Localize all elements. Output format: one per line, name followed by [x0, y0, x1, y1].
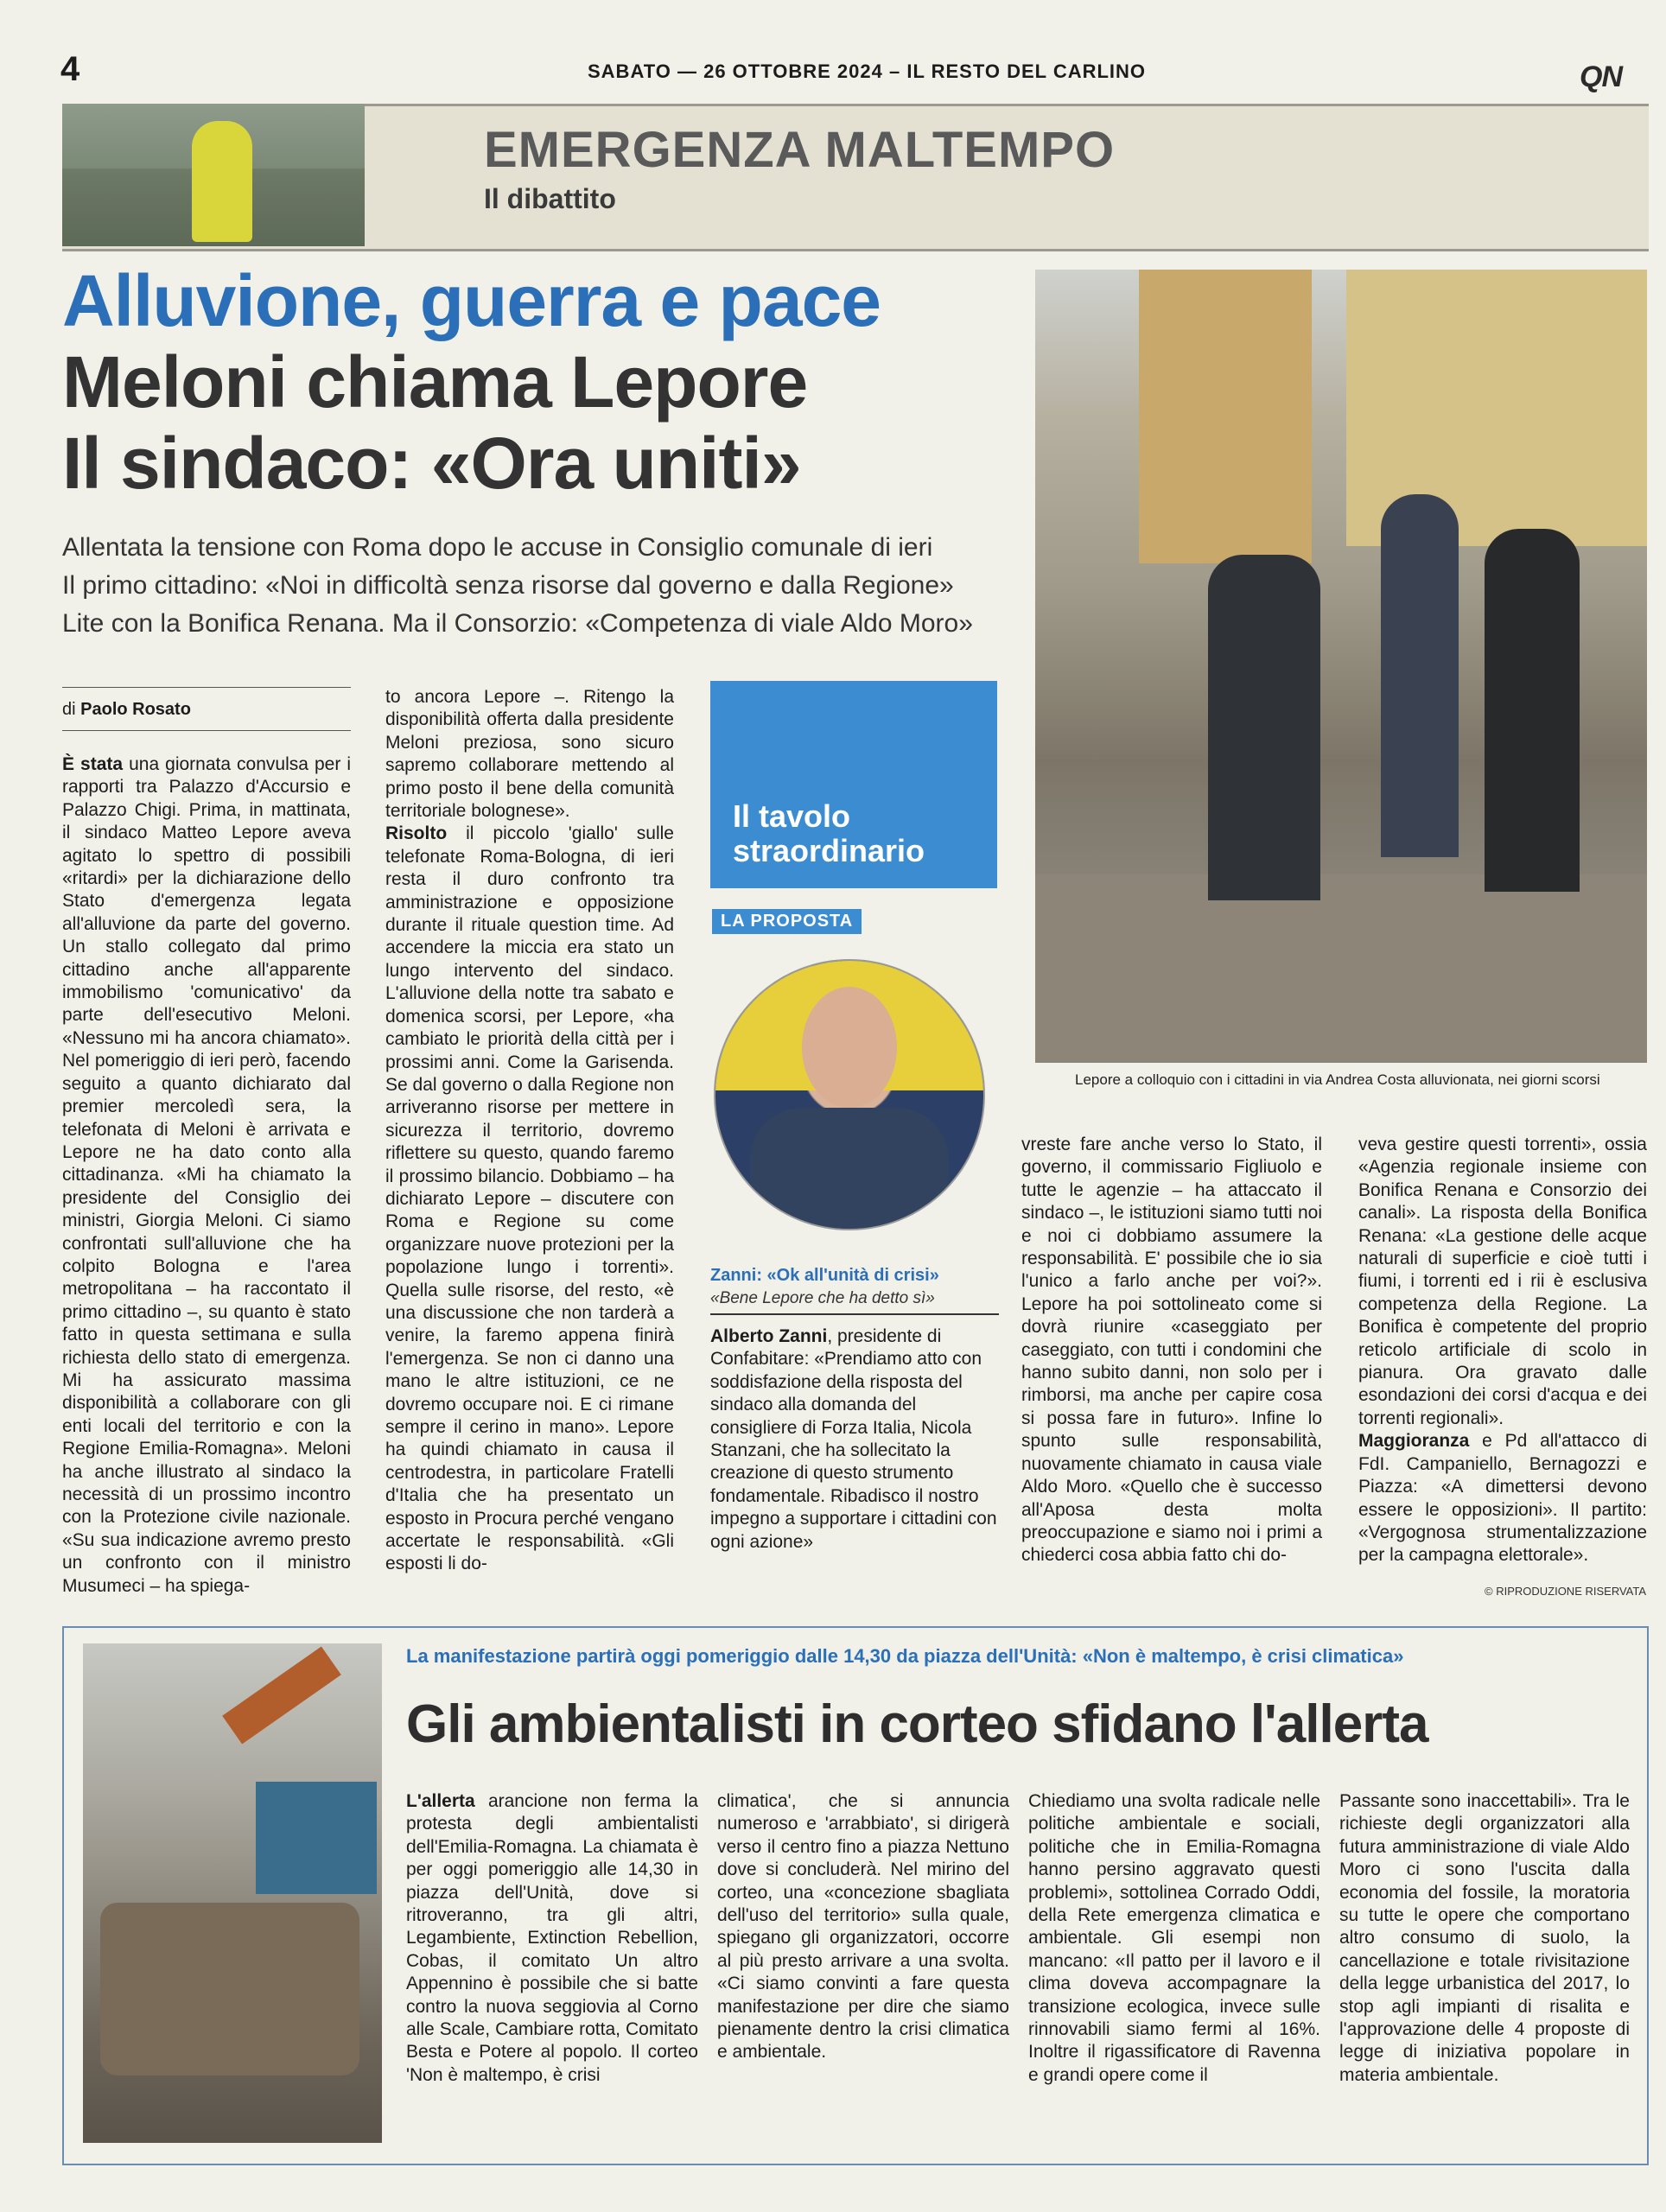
bottom-column-3	[1028, 1790, 1320, 2087]
summary-line-3: Lite con la Bonifica Renana. Ma il Consorzio: «Competenza di viale Aldo Moro»	[62, 609, 973, 638]
summary-line-2: Il primo cittadino: «Noi in difficoltà senza risorse dal governo e dalla Regione»	[62, 571, 954, 600]
column-text: vreste fare anche verso lo Stato, il governo, il commissario Figliuolo e tutte le agenzie – ha attaccato il sindaco –, le istituzioni siamo tutti noi e noi ci dobbiamo assumere la responsabilità. E' possibile che io sia l'unico a farlo anche per voi?». Lepore ha poi sottolineato come si dovrà riunire «caseggiato per caseggiato, con tutti i condomini che hanno subito danni, non solo per i rimborsi, ma anche per capire cosa si possa fare in futuro». Infine lo spunto sulle responsabilità, nuovamente chiamato in causa viale Aldo Moro. «Quello che è successo all'Aposa desta molta preoccupazione e siamo noi i primi a chiederci cosa abbia fatto chi do-	[1021, 1135, 1322, 1566]
byline	[62, 700, 191, 720]
lead-word: Risolto	[385, 823, 448, 844]
lead-word: Maggioranza	[1358, 1431, 1470, 1452]
summary-line-1: Allentata la tensione con Roma dopo le accuse in Consiglio comunale di ieri	[62, 533, 933, 562]
column-text: veva gestire questi torrenti», ossia «Agenzia regionale insieme con Bonifica Renana e Consorzio dei canali». La risposta della Bonifica Renana: «La gestione delle acque naturali di superficie e cioè tutti i fiumi, i torrenti ed i rii è esclusiva competenza della Regione. La Bonifica è competente del proprio reticolo artificiale di scolo in pianura. Ora gravato dalle esondazioni dei corsi d'acqua e dei torrenti regionali».	[1358, 1135, 1647, 1428]
copyright-notice: © RIPRODUZIONE RISERVATA	[1485, 1585, 1647, 1598]
article-headline	[62, 341, 807, 504]
article-column-3	[1021, 1134, 1322, 1567]
page-number: 4	[60, 50, 80, 88]
byline-author: Paolo Rosato	[80, 700, 191, 719]
section-subtitle: Il dibattito	[484, 183, 616, 214]
box-title-line-1: Il tavolo	[733, 798, 851, 834]
box-text	[710, 1325, 999, 1554]
newspaper-logo: QN	[1580, 60, 1622, 93]
column-text: il piccolo 'giallo' sulle telefonate Roma-Bologna, di ieri resta il duro confronto tra amministrazione e opposizione durante il rituale question time. Ad accendere la miccia era stato un lungo intervento del sindaco. L'alluvione della notte tra sabato e domenica scorsi, per Lepore, «ha cambiato le priorità della città per i prossimi anni. Come la Garisenda. Se dal governo o dalla Regione non arriveranno risorse per mettere in sicurezza il territorio, dovremo riflettere su questo, quando faremo il prossimo bilancio. Dobbiamo – ha dichiarato Lepore – discutere con Roma e Regione su come organizzare nuove protezioni per la popolazione lungo i torrenti». Quella sulle risorse, del resto, «è una discussione che non tarderà a venire, la faremo appena finirà l'emergenza. Se non ci danno una mano le altre istituzioni, ce ne dovremo occupare noi. E ci rimane sempre il cerino in mano». Lepore ha quindi chiamato in causa il centrodestra, in particolare Fratelli d'Italia che ha presentato un esposto in Procura perché vengano accertate le responsabilità. «Gli esposti li do-	[385, 823, 674, 1574]
bottom-ticker: La manifestazione partirà oggi pomeriggio dalle 14,30 da piazza dell'Unità: «Non è maltempo, è crisi climatica»	[406, 1645, 1404, 1667]
bottom-photo	[83, 1643, 382, 2143]
column-text: to ancora Lepore –. Ritengo la disponibilità offerta dalla presidente Meloni preziosa, sono sicuro sapremo collaborare mettendo al primo posto il bene della comunità territoriale bolognese».	[385, 687, 674, 822]
column-text: arancione non ferma la protesta degli ambientalisti dell'Emilia-Romagna. La chiamata è per oggi pomeriggio alle 14,30 in piazza dell'Unità, dove si ritroveranno, tra gli altri, Legambiente, Extinction Rebellion, Cobas, il comitato Un altro Appennino è possibile che si batte contro la nuova seggiovia al Corno alle Scale, Cambiare rotta, Comitato Besta e Potere al popolo. Il corteo 'Non è maltempo, è crisi	[406, 1791, 698, 2085]
byline-rule	[62, 687, 351, 688]
lead-word: Alberto Zanni	[710, 1326, 828, 1346]
dateline: SABATO — 26 OTTOBRE 2024 – IL RESTO DEL CARLINO	[588, 60, 1147, 82]
sidebar-box-title	[733, 799, 925, 868]
box-title-line-2: straordinario	[733, 833, 925, 868]
article-summary	[62, 529, 1021, 643]
headline-line-2: Il sindaco: «Ora uniti»	[62, 423, 801, 504]
sidebar-box-label: LA PROPOSTA	[712, 909, 862, 934]
column-text: climatica', che si annuncia numeroso e 'arrabbiato', si dirigerà verso il centro fino a piazza Nettuno dove si concluderà. Nel mirino del corteo, una «concezione sbagliata dell'uso del territorio» sulla quale, spiegano gli organizzatori, occorre al più presto arrivare a una svolta. «Ci siamo convinti a fare questa manifestazione per dire che siamo pienamente dentro la crisi climatica e ambientale.	[717, 1791, 1009, 2063]
column-text: Chiediamo una svolta radicale nelle politiche ambientale e sociali, politiche che in Emilia-Romagna hanno persino aggravato questi problemi», sottolinea Corrado Oddi, della Rete emergenza climatica e ambientale. Gli esempi non mancano: «Il patto per il lavoro e il clima doveva accompagnare la transizione ecologica, invece sulle rinnovabili siamo fermi al 16%. Inoltre il rigassificatore di Ravenna e grandi opere come il	[1028, 1791, 1320, 2085]
article-kicker: Alluvione, guerra e pace	[62, 260, 881, 341]
column-text: una giornata convulsa per i rapporti tra Palazzo d'Accursio e Palazzo Chigi. Prima, in mattinata, il sindaco Matteo Lepore aveva agitato lo spettro di possibili «ritardi» per la dichiarazione dello Stato d'emergenza legata all'alluvione da parte del governo. Un stallo collegato dal primo cittadino anche all'apparente immobilismo 'comunicativo' da parte dell'esecutivo Meloni. «Nessuno mi ha ancora chiamato». Nel pomeriggio di ieri però, facendo seguito a quanto dichiarato dal premier mercoledì sera, la telefonata di Meloni è arrivata e Lepore ne ha dato conto alla cittadinanza. «Mi ha chiamato la presidente del Consiglio dei ministri, Giorgia Meloni. Ci siamo confrontati sull'alluvione che ha colpito Bologna e l'area metropolitana – ha raccontato il primo cittadino –, su quanto è stato fatto in questa settimana e sulla richiesta dello stato di emergenza. Mi ha assicurato massima disponibilità a collaborare con gli enti locali del territorio e con la Regione Emilia-Romagna». Meloni ha anche illustrato al sindaco la necessità di un prossimo incontro con la Protezione civile nazionale. «Su sua indicazione avremo presto un confronto con il ministro Musumeci – ha spiega-	[62, 754, 351, 1596]
portrait-photo	[714, 959, 985, 1230]
bottom-column-2	[717, 1790, 1009, 2064]
box-quote-title: Zanni: «Ok all'unità di crisi»	[710, 1266, 939, 1285]
box-rule	[710, 1313, 999, 1315]
box-quote-subtitle: «Bene Lepore che ha detto sì»	[710, 1289, 935, 1307]
bottom-column-1	[406, 1790, 698, 2087]
column-text: e Pd all'attacco di FdI. Campaniello, Bernagozzi e Piazza: «A dimettersi devono essere le opposizioni». Il partito: «Vergognosa strumentalizzazione per la campagna elettorale».	[1358, 1431, 1647, 1566]
article-column-1	[62, 753, 351, 1598]
section-band-photo	[62, 104, 365, 246]
main-photo	[1035, 270, 1647, 1063]
article-column-4	[1358, 1134, 1647, 1567]
byline-rule	[62, 730, 351, 731]
bottom-headline: Gli ambientalisti in corteo sfidano l'allerta	[406, 1694, 1428, 1754]
column-text: Passante sono inaccettabili». Tra le richieste degli organizzatori alla futura amministrazione di viale Aldo Moro ci sono l'uscita dalla economia del fossile, la moratoria su tutte le opere che comportano altro consumo di suolo, la cancellazione e totale rivisitazione della legge urbanistica del 2017, lo stop agli impianti di risalita e l'approvazione delle 4 proposte di legge di iniziativa popolare in materia ambientale.	[1339, 1791, 1630, 2085]
article-column-2	[385, 686, 674, 1576]
photo-caption: Lepore a colloquio con i cittadini in via Andrea Costa alluvionata, nei giorni scorsi	[1075, 1071, 1600, 1088]
headline-line-1: Meloni chiama Lepore	[62, 341, 808, 423]
lead-word: L'allerta	[406, 1791, 475, 1811]
byline-prefix: di	[62, 700, 76, 719]
column-text: , presidente di Confabitare: «Prendiamo atto con soddisfazione della risposta del sindaco alla domanda del consigliere di Forza Italia, Nicola Stanzani, che ha sollecitato la creazione di questo strumento fondamentale. Ribadisco il nostro impegno a supportare i cittadini con ogni azione»	[710, 1326, 997, 1552]
bottom-column-4	[1339, 1790, 1630, 2087]
section-title: EMERGENZA MALTEMPO	[484, 122, 1116, 178]
lead-word: È stata	[62, 754, 124, 774]
